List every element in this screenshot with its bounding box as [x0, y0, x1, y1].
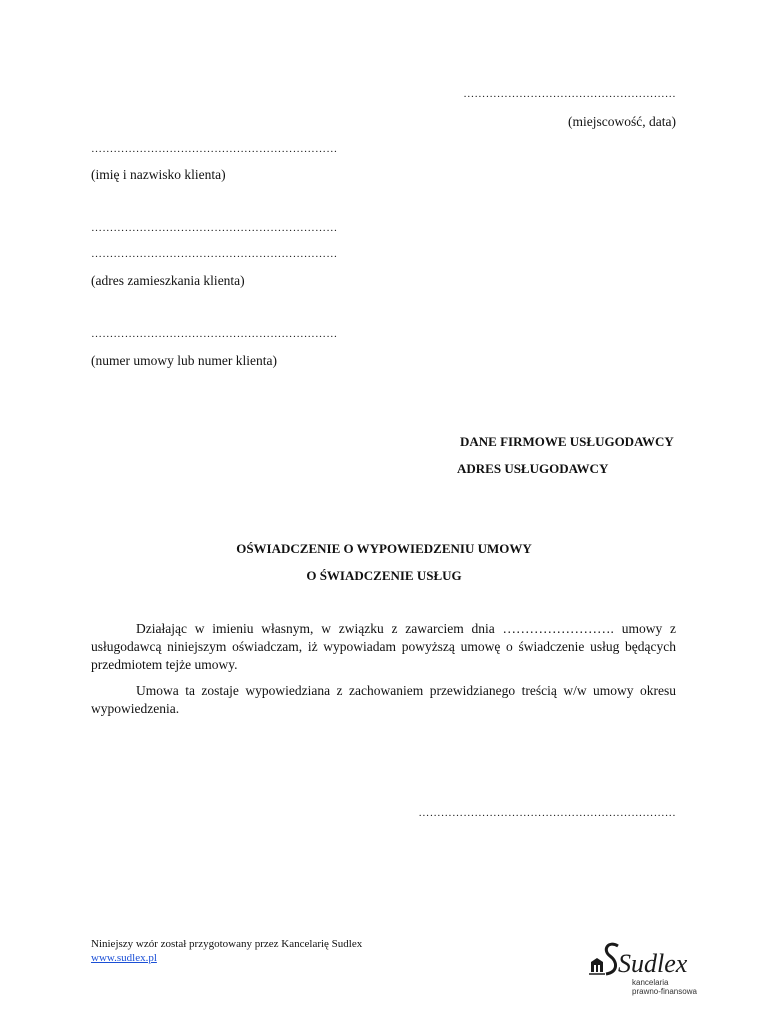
place-date-label: (miejscowość, data) [568, 114, 676, 129]
footer-note: Niniejszy wzór został przygotowany przez Kancelarię Sudlex [91, 938, 363, 950]
body-paragraph-2: Umowa ta zostaje wypowiedziana z zachowaniem przewidzianego treścią w/w umowy okresu wypowiedzenia. [91, 683, 676, 716]
svg-text:Sudlex: Sudlex [618, 949, 688, 978]
sudlex-logo-graphic [588, 938, 704, 996]
footer-link[interactable]: www.sudlex.pl [91, 952, 157, 964]
signature-dots: …………………………………………………………… [418, 807, 676, 819]
sudlex-logo [588, 938, 704, 996]
contract-number-label: (numer umowy lub numer klienta) [91, 353, 277, 368]
provider-company-data: DANE FIRMOWE USŁUGODAWCY [460, 434, 674, 449]
provider-address: ADRES USŁUGODAWCY [457, 461, 609, 476]
client-name-label: (imię i nazwisko klienta) [91, 167, 226, 182]
svg-text:prawno-finansowa: prawno-finansowa [632, 987, 697, 996]
client-address-dots-1: ………………………………………………………… [91, 222, 338, 234]
client-name-dots: ………………………………………………………… [91, 143, 338, 155]
document-title-line2: O ŚWIADCZENIE USŁUG [306, 568, 462, 583]
footer [91, 937, 362, 965]
client-address-dots-2: ………………………………………………………… [91, 248, 338, 260]
contract-number-dots: ………………………………………………………… [91, 328, 338, 340]
document-title-line1: OŚWIADCZENIE O WYPOWIEDZENIU UMOWY [236, 541, 532, 556]
client-address-label: (adres zamieszkania klienta) [91, 273, 245, 288]
body-paragraph-1: Działając w imieniu własnym, w związku z zawarciem dnia ……………………. umowy z usługodawcą niniejszym oświadczam, iż wypowiadam powyższą umowę o świadczenie usług będących przedmiotem tejże umowy. [91, 621, 676, 672]
place-date-dots: ………………………………………………… [463, 88, 676, 100]
svg-text:kancelaria: kancelaria [632, 978, 669, 987]
